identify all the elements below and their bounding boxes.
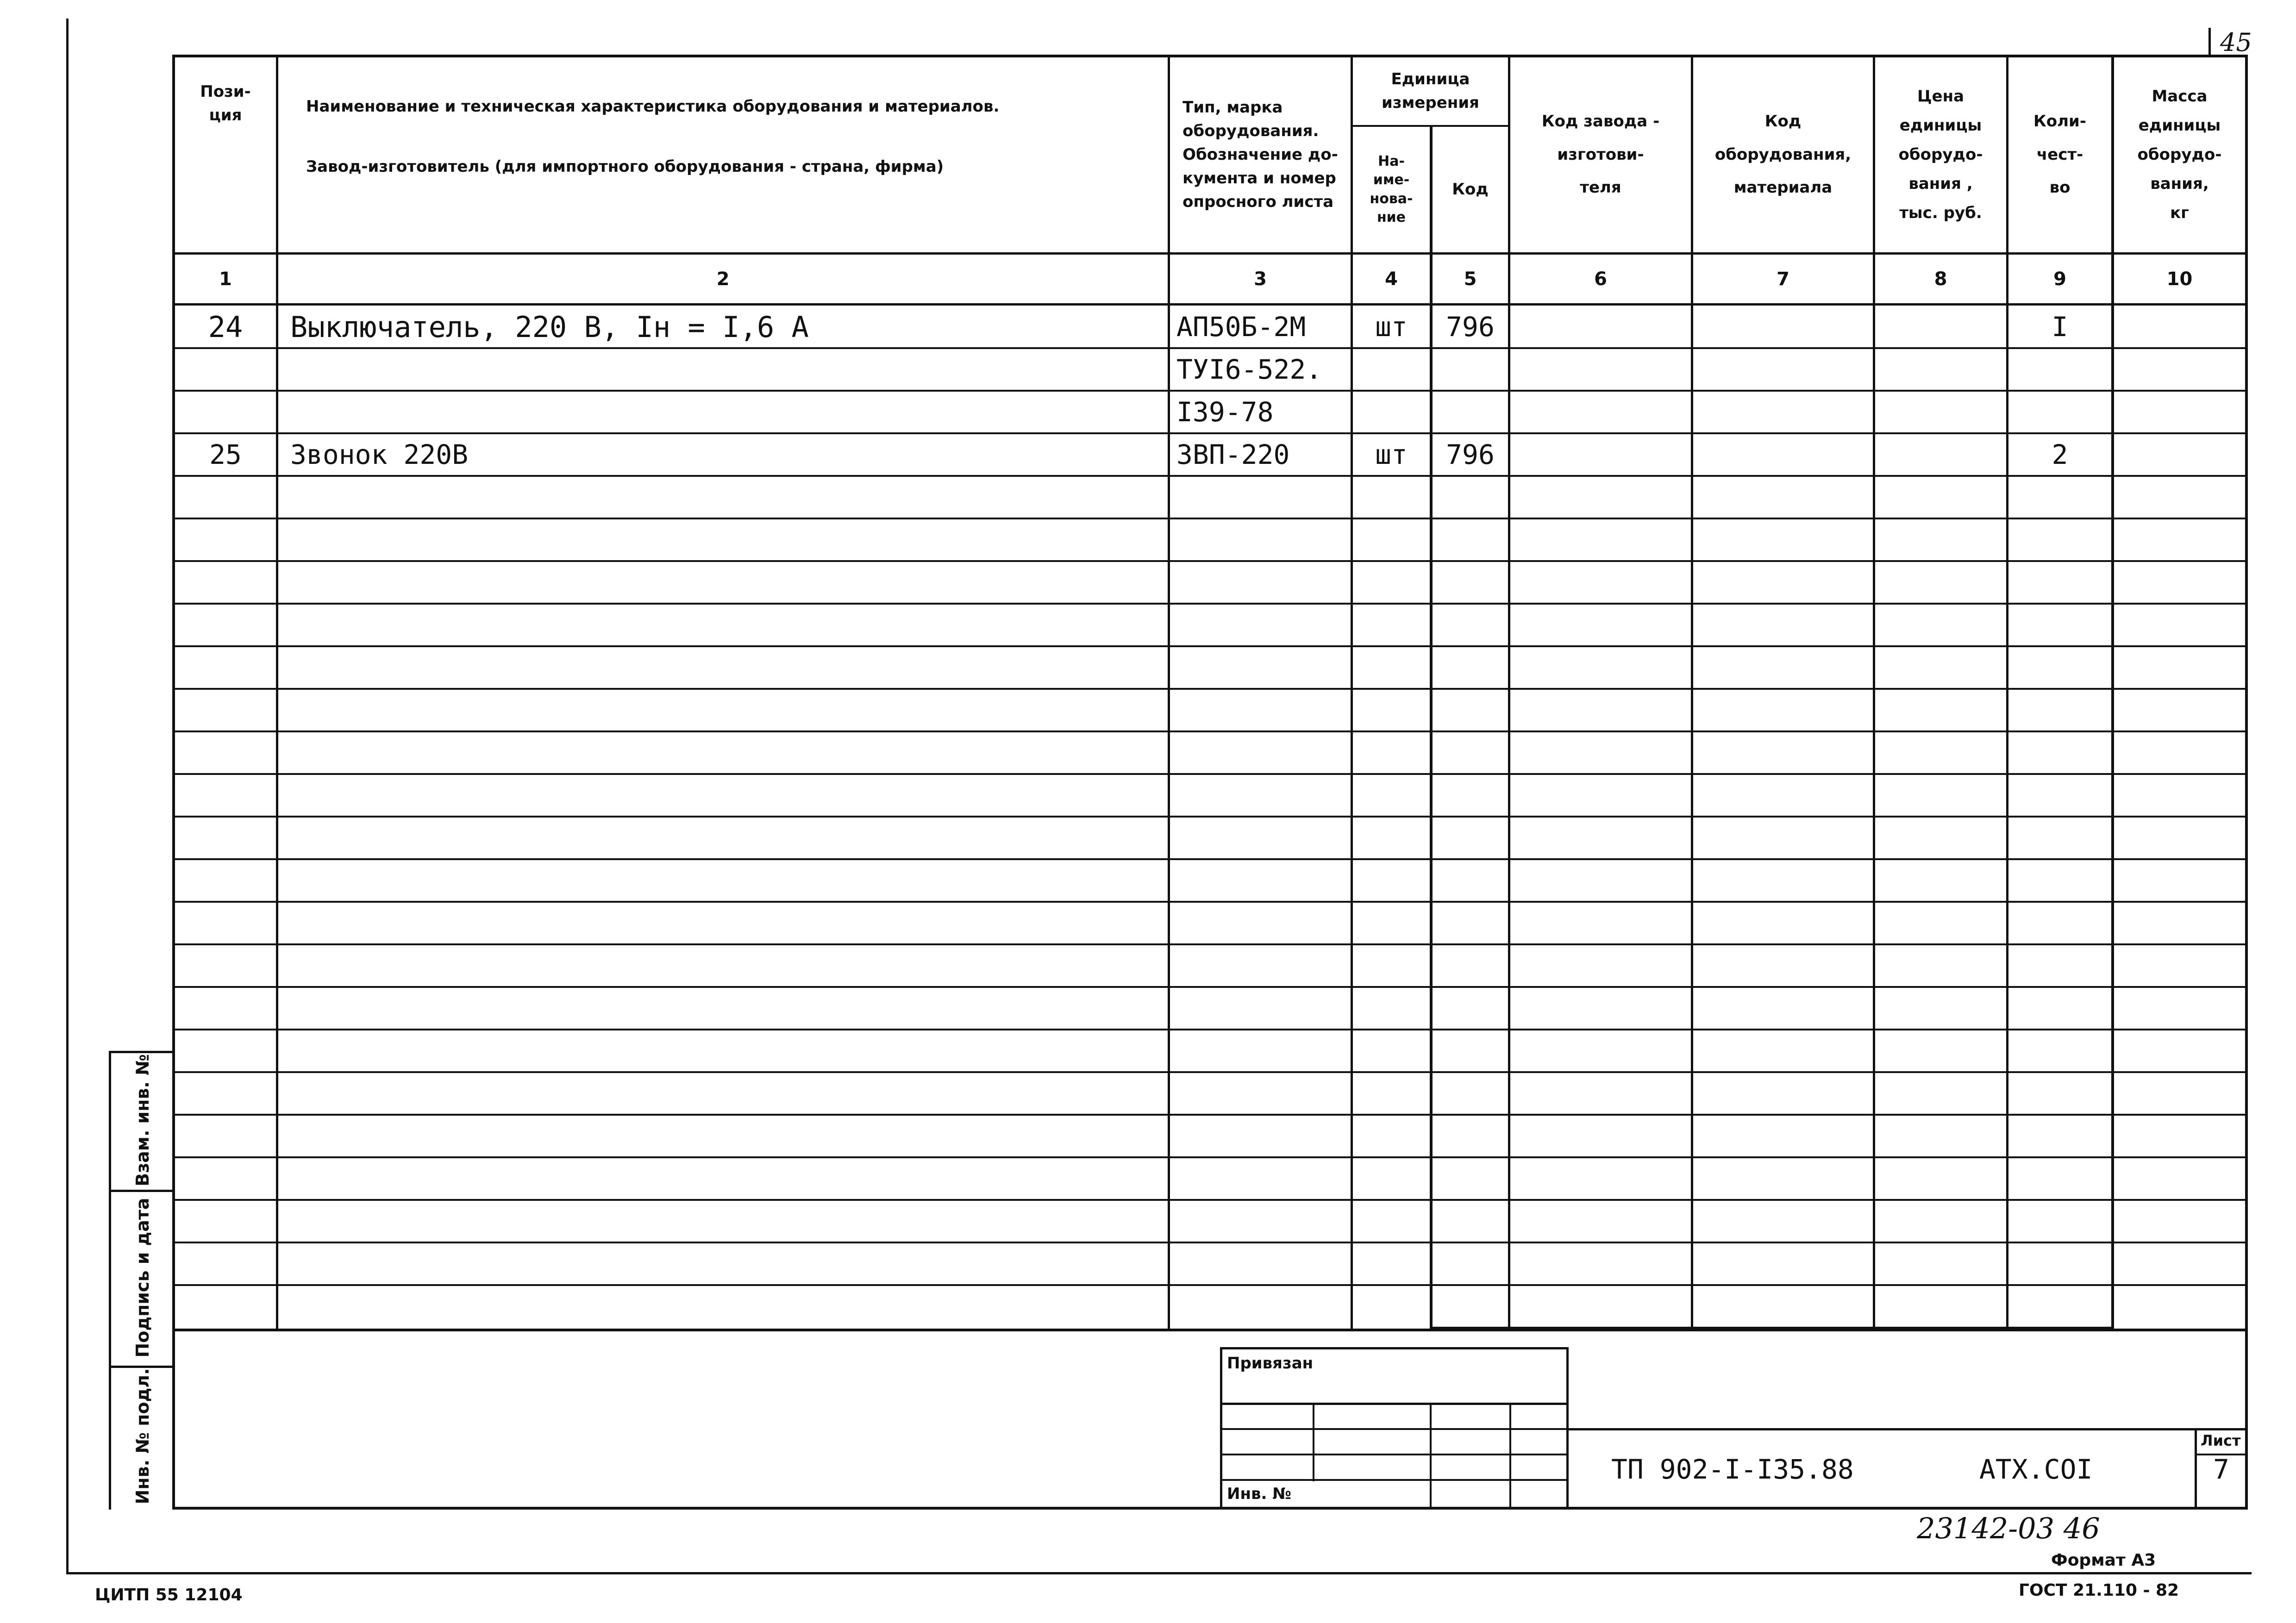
- stamp-line: [1220, 1403, 1569, 1405]
- row-1-name: Выключатель, 220 В, Iн = I,6 А: [290, 310, 809, 344]
- title-block-top: [1566, 1428, 2248, 1430]
- row-line: [172, 518, 2248, 519]
- body-bottom-bold: [1430, 1327, 2114, 1331]
- row-3-type: I39-78: [1176, 396, 1274, 428]
- left-margin-line: [66, 19, 69, 1574]
- colnum-4: 4: [1385, 268, 1398, 290]
- stamp-line: [1313, 1403, 1314, 1481]
- handwritten-reference: 23142-03 46: [1917, 1511, 2100, 1545]
- sheet-label: Лист: [2201, 1432, 2241, 1449]
- header-equip-code: Код оборудования, материала: [1714, 112, 1852, 197]
- colnum-9: 9: [2053, 268, 2066, 290]
- row-4-name: Звонок 220В: [290, 439, 469, 470]
- stamp-line: [1220, 1479, 1569, 1481]
- row-line: [172, 901, 2248, 903]
- sheet-number: 7: [2213, 1454, 2229, 1485]
- row-line: [172, 730, 2248, 732]
- stamp-line: [1220, 1454, 1569, 1455]
- header-factory-code: Код завода - изготови- теля: [1541, 112, 1660, 197]
- row-line: [172, 1114, 2248, 1116]
- side-label-original-inv: Инв. № подл.: [132, 1368, 153, 1504]
- frame-bottom: [172, 1507, 2248, 1510]
- header-qty: Коли- чест- во: [2033, 112, 2086, 197]
- row-1-pos: 24: [208, 310, 243, 344]
- doc-code: ТП 902-I-I35.88: [1611, 1454, 1854, 1485]
- header-name-line1: Наименование и техническая характеристика оборудования и материалов.: [306, 97, 1000, 116]
- colnum-2: 2: [716, 268, 730, 290]
- header-unit-name: На- име- нова- ние: [1370, 153, 1413, 225]
- colnum-10: 10: [2166, 268, 2193, 290]
- bottom-margin-line: [66, 1572, 2252, 1574]
- row-line: [172, 858, 2248, 860]
- header-type: Тип, марка оборудования. Обозначение до- кумента и номер опросного листа: [1182, 98, 1338, 211]
- row-line: [172, 1029, 2248, 1030]
- row-line: [172, 560, 2248, 562]
- row-line: [172, 816, 2248, 818]
- header-pos: Пози- ция: [200, 82, 251, 125]
- stamp-linked-label: Привязан: [1227, 1354, 1314, 1373]
- row-line: [172, 688, 2248, 690]
- row-1-qty: I: [2052, 311, 2068, 343]
- row-line: [172, 1284, 2248, 1286]
- stamp-line: [1220, 1347, 1569, 1349]
- header-unit-code: Код: [1452, 180, 1489, 199]
- row-line: [172, 1071, 2248, 1073]
- stamp-line: [1509, 1403, 1511, 1510]
- colnum-8: 8: [1934, 268, 1947, 290]
- stamp-line: [1220, 1428, 1569, 1430]
- colnum-5: 5: [1464, 268, 1477, 290]
- corner-tick: [2208, 28, 2211, 56]
- frame-right: [2245, 55, 2248, 1510]
- row-line: [172, 645, 2248, 647]
- sheet-corner-number: 45: [2220, 28, 2252, 57]
- row-line: [172, 773, 2248, 775]
- row-line: [172, 1199, 2248, 1201]
- side-label-replaced-inv: Взам. инв. №: [132, 1054, 153, 1186]
- colnum-3: 3: [1254, 268, 1267, 290]
- row-4-code: 796: [1446, 439, 1495, 470]
- row-1-type: АП50Б-2М: [1176, 311, 1306, 343]
- row-line: [172, 986, 2248, 988]
- row-line: [172, 1242, 2248, 1243]
- row-4-unit: шт: [1375, 439, 1408, 470]
- col-line: [276, 55, 278, 1331]
- header-unit: Единица измерения: [1382, 70, 1479, 112]
- header-name-line2: Завод-изготовитель (для импортного оборудования - страна, фирма): [306, 157, 944, 176]
- row-2-type: ТУI6-522.: [1176, 354, 1322, 385]
- colnum-1: 1: [219, 268, 232, 290]
- row-4-type: ЗВП-220: [1176, 439, 1290, 470]
- row-4-pos: 25: [209, 439, 242, 470]
- stamp-line: [1430, 1403, 1432, 1510]
- row-4-qty: 2: [2052, 439, 2068, 470]
- row-1-unit: шт: [1375, 311, 1408, 343]
- row-line: [172, 1156, 2248, 1158]
- header-mass: Масса единицы оборудо- вания, кг: [2137, 87, 2222, 222]
- row-line: [172, 943, 2248, 945]
- side-label-signature-date: Подпись и дата: [132, 1198, 153, 1358]
- printer-label: ЦИТП 55 12104: [95, 1586, 243, 1604]
- stamp-inv-label: Инв. №: [1227, 1485, 1292, 1503]
- colnum-6: 6: [1594, 268, 1607, 290]
- row-line: [172, 603, 2248, 605]
- row-1-code: 796: [1446, 311, 1495, 343]
- sheet-box-left: [2195, 1428, 2197, 1510]
- gost-label: ГОСТ 21.110 - 82: [2019, 1581, 2179, 1600]
- doc-mark: АТХ.СОI: [1979, 1454, 2093, 1485]
- header-price: Цена единицы оборудо- вания , тыс. руб.: [1898, 87, 1983, 222]
- format-label: Формат А3: [2051, 1551, 2156, 1570]
- colnum-7: 7: [1777, 268, 1789, 290]
